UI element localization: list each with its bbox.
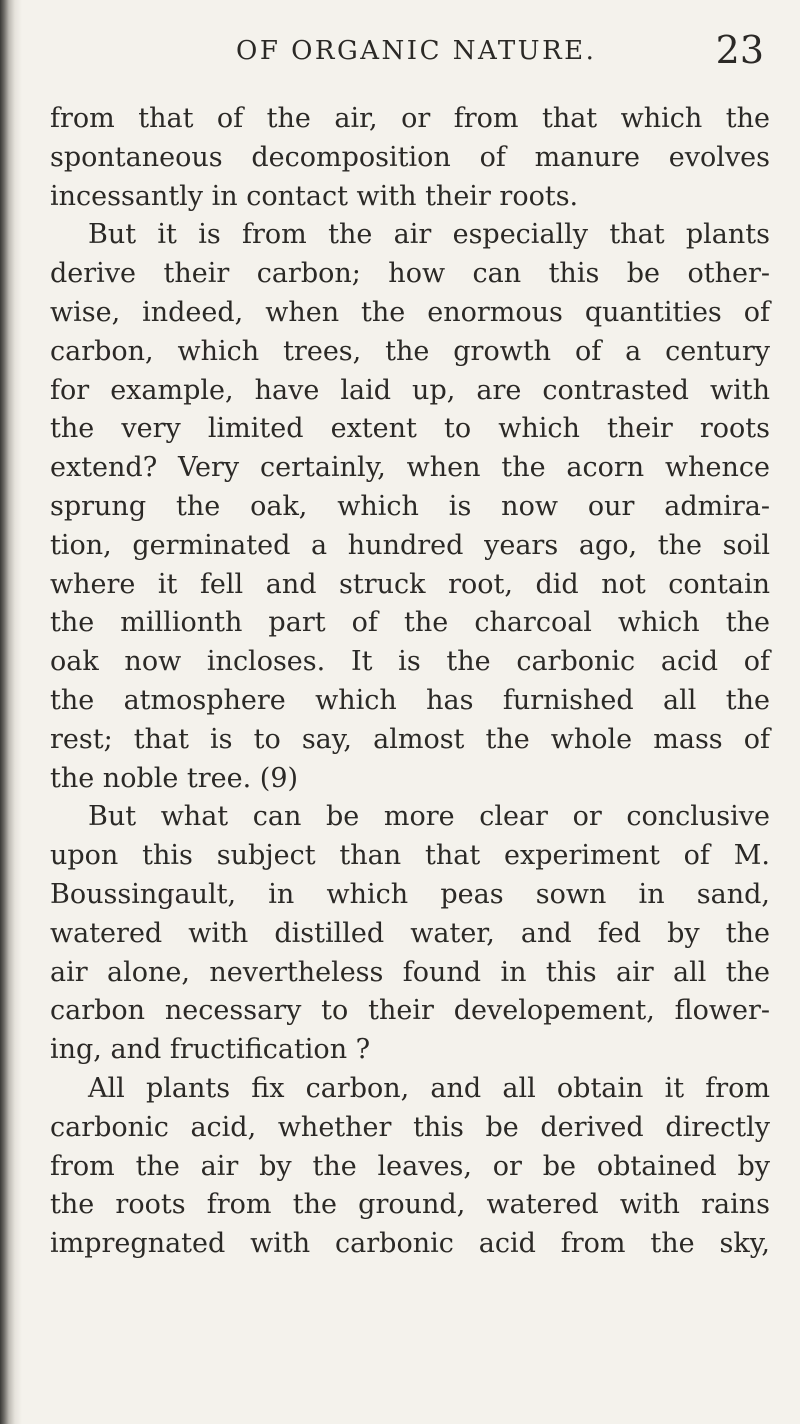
text-line: watered with distilled water, and fed by the [50,917,770,949]
text-line: wise, indeed, when the enormous quantities of [50,296,770,328]
text-line: derive their carbon; how can this be other- [50,258,770,290]
paragraph-start-line: But it is from the air especially that plants [88,219,770,251]
text-line: the atmosphere which has furnished all the [50,684,770,716]
running-head: OF ORGANIC NATURE. [236,36,597,66]
text-line: Boussingault, in which peas sown in sand, [50,878,770,910]
text-line: the noble tree. (9) [50,762,299,794]
text-line: ing, and fructification ? [50,1034,371,1066]
text-line: where it fell and struck root, did not contain [50,568,770,600]
text-line: sprung the oak, which is now our admira- [50,490,770,522]
text-line: the very limited extent to which their roots [50,413,770,445]
text-line: from the air by the leaves, or be obtained by [50,1150,770,1182]
text-line: carbonic acid, whether this be derived directly [50,1111,770,1143]
text-line: air alone, nevertheless found in this air all the [50,956,770,988]
page-header [0,24,800,76]
text-line: carbon, which trees, the growth of a century [50,335,770,367]
text-line: extend? Very certainly, when the acorn whence [50,452,770,484]
text-line: incessantly in contact with their roots. [50,180,579,212]
text-line: oak now incloses. It is the carbonic acid of [50,646,770,678]
binding-shadow [0,0,22,1424]
text-line: rest; that is to say, almost the whole mass of [50,723,770,755]
paragraph-start-line: But what can be more clear or conclusive [88,801,770,833]
text-line: for example, have laid up, are contrasted with [50,374,770,406]
paragraph-start-line: All plants fix carbon, and all obtain it from [88,1072,770,1104]
text-line: carbon necessary to their developement, flower- [50,995,770,1027]
page-number: 23 [715,28,764,72]
text-line: the millionth part of the charcoal which the [50,607,770,639]
text-line: the roots from the ground, watered with rains [50,1189,770,1221]
text-line: spontaneous decomposition of manure evolves [50,141,770,173]
text-line: tion, germinated a hundred years ago, the soil [50,529,770,561]
body-text [30,100,770,1264]
text-line: upon this subject than that experiment of M. [50,840,770,872]
text-line: from that of the air, or from that which the [50,103,770,134]
text-line: impregnated with carbonic acid from the sky, [50,1228,770,1260]
